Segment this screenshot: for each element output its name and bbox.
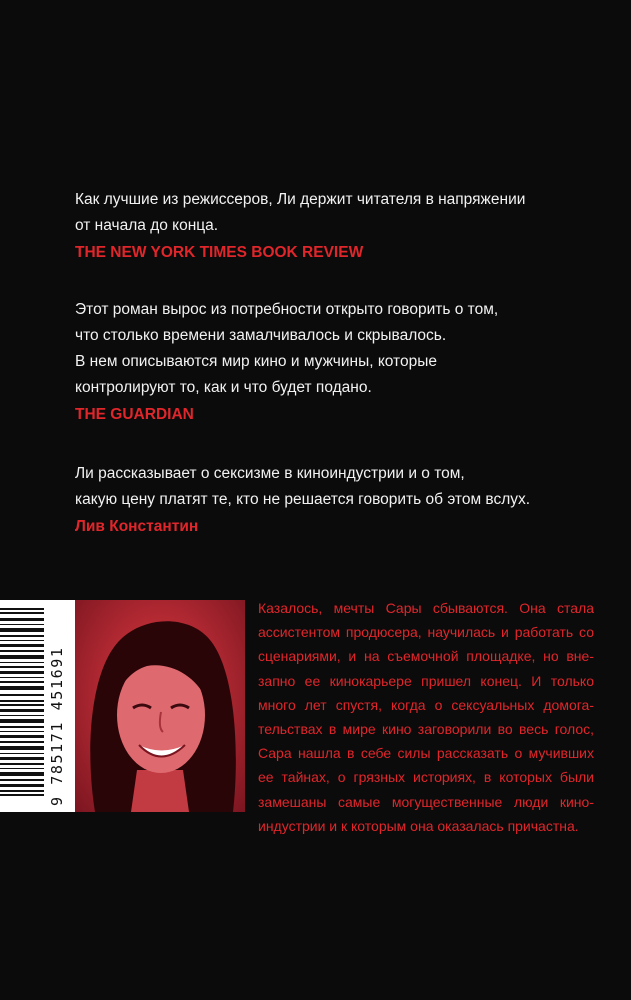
quote-line: контролируют то, как и что будет подано. (75, 379, 372, 396)
synopsis-line: индустрии и к которым она оказалась причастна. (258, 817, 579, 834)
review-quote-3 (75, 461, 595, 541)
review-quote-2 (75, 297, 595, 429)
author-photo (75, 600, 245, 812)
quote-source: THE GUARDIAN (75, 406, 194, 423)
isbn-barcode (0, 600, 75, 812)
synopsis-line: Казалось, мечты Сары сбываются. Она стала (258, 600, 594, 616)
quote-source: Лив Константин (75, 518, 199, 535)
synopsis-line: ассистентом продюсера, научилась и работать со (258, 624, 594, 641)
quote-source: THE NEW YORK TIMES BOOK REVIEW (75, 244, 364, 261)
synopsis-line: замешаны самые могущественные люди кино- (258, 793, 594, 810)
quote-line: Ли рассказывает о сексизме в киноиндустрии и о том, (75, 465, 465, 482)
quote-line: от начала до конца. (75, 217, 219, 234)
portrait-illustration (75, 600, 245, 812)
quote-line: какую цену платят те, кто не решается говорить об этом вслух. (75, 491, 531, 508)
synopsis-line: Сара нашла в себе силы рассказать о мучивших (258, 745, 594, 762)
synopsis-line: запно ее кинокарьере пришел конец. И только (258, 672, 594, 689)
quote-line: Как лучшие из режиссеров, Ли держит читателя в напряжении (75, 191, 526, 208)
synopsis-line: много лет спустя, когда о сексуальных домога- (258, 696, 594, 713)
review-quote-1 (75, 187, 595, 267)
quote-line: Этот роман вырос из потребности открыто говорить о том, (75, 301, 499, 318)
quote-line: В нем описываются мир кино и мужчины, которые (75, 353, 437, 370)
barcode-number: 9 785171 451691 (48, 646, 66, 806)
synopsis-line: сценариями, и на съемочной площадке, но вне- (258, 648, 594, 665)
book-synopsis (258, 596, 594, 838)
synopsis-line: тельствах в мире кино заговорили во весь голос, (258, 721, 594, 738)
synopsis-line: ее тайнах, о грязных историях, в которых были (258, 769, 594, 786)
quote-line: что столько времени замалчивалось и скрывалось. (75, 327, 447, 344)
